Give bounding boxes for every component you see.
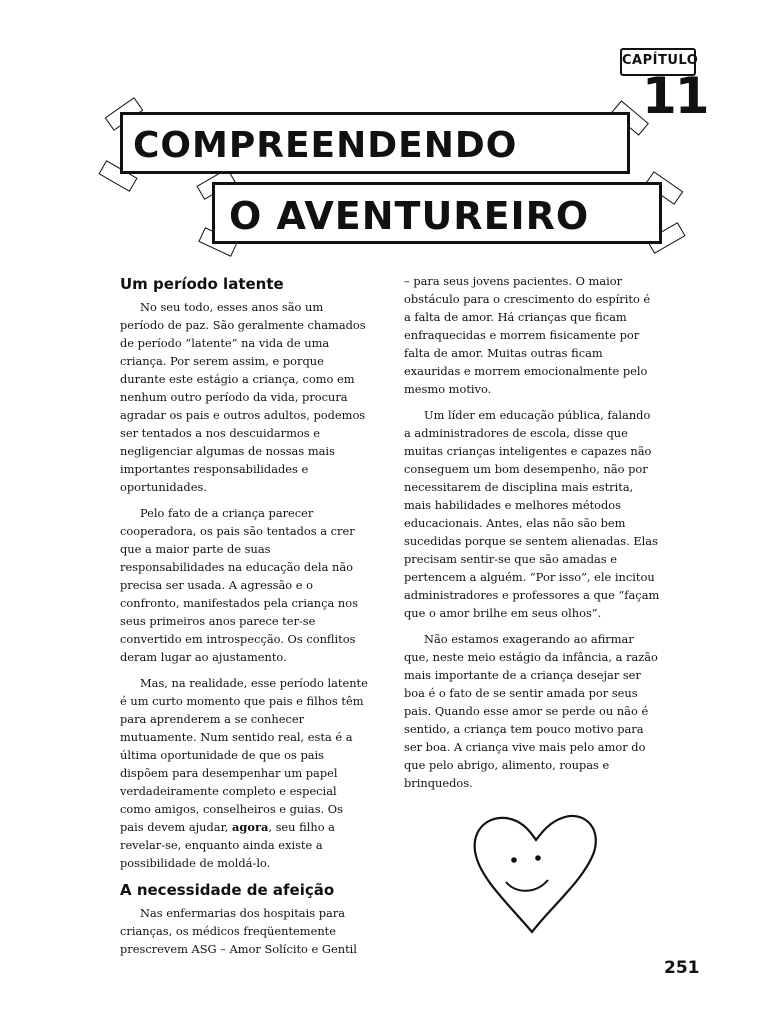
section-heading: A necessidade de afeição [120, 881, 335, 899]
paragraph: Pelo fato de a criança parecer cooperadora, os pais são tentados a crer que a maior parte de suas responsabilidades na educação dela não precisa ser usada. A agressão e o confronto, manifestados pela criança nos seus primeiros anos parece ter-se convertido em introspecção. Os conflitos deram lugar ao ajustamento. [120, 506, 358, 664]
paragraph [120, 674, 370, 872]
paragraph-text: , seu filho a revelar-se, enquanto ainda existe a possibilidade de moldá-lo. [120, 820, 335, 870]
title-line-2: O AVENTUREIRO [212, 182, 662, 244]
right-column [404, 272, 660, 792]
page-number: 251 [664, 958, 700, 978]
chapter-label: CAPÍTULO [620, 48, 696, 76]
paragraph: Nas enfermarias dos hospitais para crianças, os médicos freqüentemente prescrevem ASG – Amor Solícito e Gentil [120, 906, 357, 956]
paragraph-text: Mas, na realidade, esse período latente é um curto momento que pais e filhos têm para aprenderem a se conhecer mutuamente. Num sentido real, esta é a última oportunidade de que os pais dispõem para desempenhar um papel verdadeiramente completo e especial como amigos, conselheiros e guias. Os pais devem ajudar, [120, 676, 368, 834]
section-heading: Um período latente [120, 275, 284, 293]
paragraph: – para seus jovens pacientes. O maior obstáculo para o crescimento do espírito é a falta de amor. Há crianças que ficam enfraquecidas e morrem fisicamente por falta de amor. Muitas outras ficam exauridas e morrem emocionalmente pelo mesmo motivo. [404, 274, 651, 396]
emphasis-text: agora [232, 820, 269, 834]
paragraph: No seu todo, esses anos são um período de paz. São geralmente chamados de período “latente” na vida de uma criança. Por serem assim, e porque durante este estágio a criança, como em nenhum outro período da vida, procura agradar os pais e outros adultos, podemos ser tentados a nos descuidarmos e negligenciar algumas de nossas mais importantes responsabilidades e oportunidades. [120, 300, 366, 494]
smiling-heart-illustration [466, 808, 604, 938]
paragraph: Não estamos exagerando ao afirmar que, neste meio estágio da infância, a razão mais importante de a criança desejar ser boa é o fato de se sentir amada por seus pais. Quando esse amor se perde ou não é sentido, a criança tem pouco motivo para ser boa. A criança vive mais pelo amor do que pelo abrigo, alimento, roupas e brinquedos. [404, 632, 658, 790]
left-column [120, 274, 370, 958]
paragraph: Um líder em educação pública, falando a administradores de escola, disse que muitas crianças inteligentes e capazes não conseguem um bom desempenho, não por necessitarem de disciplina mais estrita, mais habilidades e melhores métodos educacionais. Antes, elas não são bem sucedidas porque se sentem alienadas. Elas precisam sentir-se que são amadas e pertencem a alguém. “Por isso”, ele incitou administradores e professores a que “façam que o amor brilhe em seus olhos”. [404, 408, 660, 620]
title-line-1: COMPREENDENDO [120, 112, 630, 174]
chapter-number: 11 [642, 67, 708, 125]
